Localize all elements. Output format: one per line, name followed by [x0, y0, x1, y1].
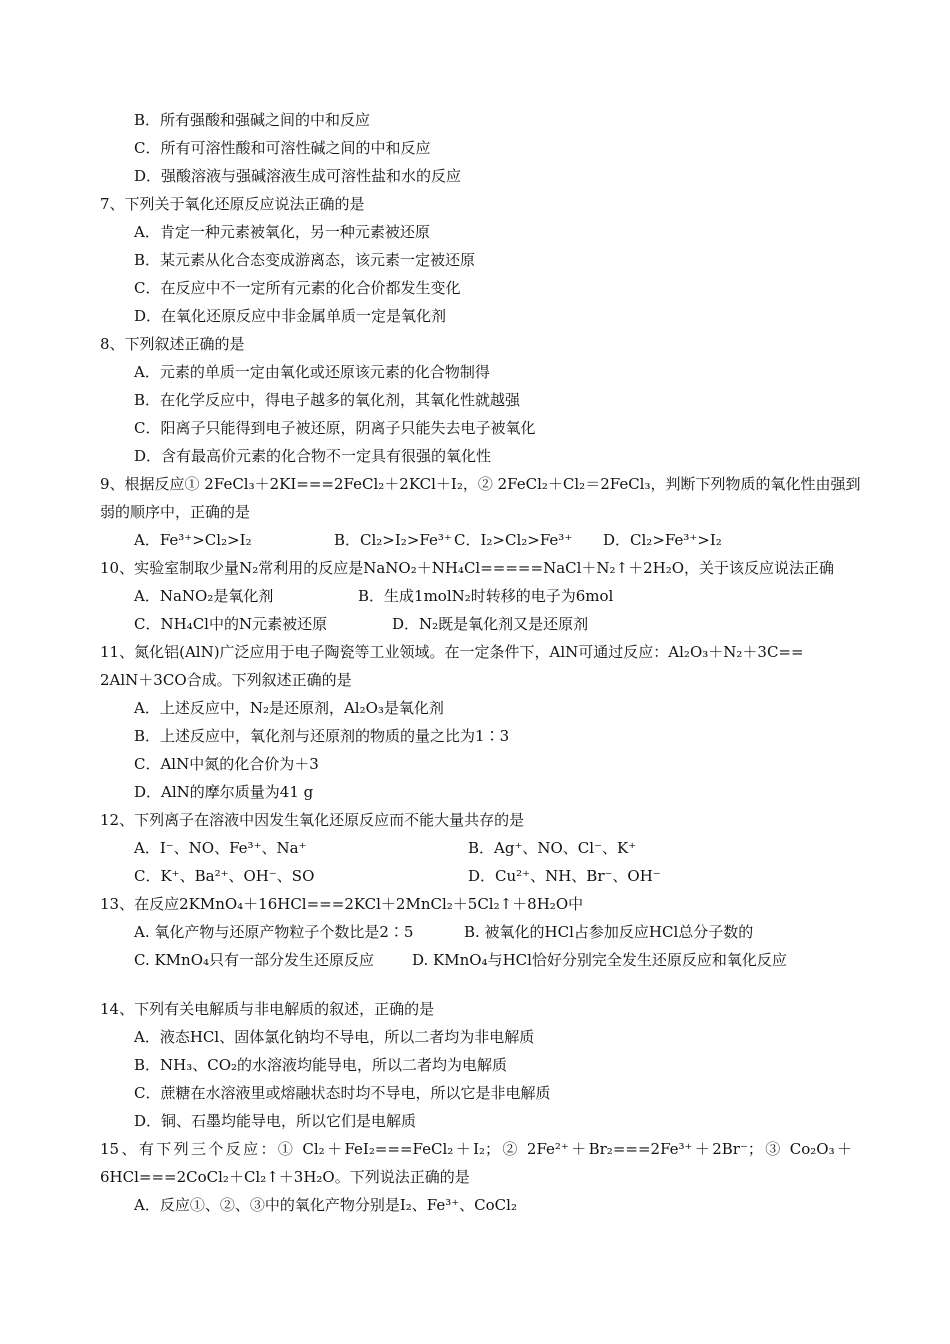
option-12d: D．Cu²⁺、NH、Br⁻、OH⁻	[468, 867, 661, 885]
option-8a: A．元素的单质一定由氧化或还原该元素的化合物制得	[134, 363, 490, 381]
option-14b: B．NH₃、CO₂的水溶液均能导电，所以二者均为电解质	[134, 1056, 508, 1074]
option-9c: C．I₂>Cl₂>Fe³⁺	[454, 531, 573, 549]
option-11c: C．AlN中氮的化合价为＋3	[134, 755, 319, 773]
option-6c: C．所有可溶性酸和可溶性碱之间的中和反应	[134, 139, 431, 157]
option-9d: D．Cl₂>Fe³⁺>I₂	[603, 531, 722, 549]
question-7: 7、下列关于氧化还原反应说法正确的是	[100, 195, 365, 213]
option-13c: C. KMnO₄只有一部分发生还原反应	[134, 951, 375, 969]
option-10a: A．NaNO₂是氧化剂	[134, 587, 274, 605]
option-12b: B．Ag⁺、NO、Cl⁻、K⁺	[468, 839, 637, 857]
question-9-line-2: 弱的顺序中，正确的是	[100, 503, 251, 521]
option-7a: A．肯定一种元素被氧化，另一种元素被还原	[134, 223, 430, 241]
question-9-line-1: 9、根据反应① 2FeCl₃＋2KI===2FeCl₂＋2KCl＋I₂，② 2FeCl₂＋Cl₂＝2FeCl₃，判断下列物质的氧化性由强到	[100, 475, 861, 493]
option-7b: B．某元素从化合态变成游离态，该元素一定被还原	[134, 251, 476, 269]
option-10c: C．NH₄Cl中的N元素被还原	[134, 615, 328, 633]
option-10d: D．N₂既是氧化剂又是还原剂	[392, 615, 589, 633]
question-15-line-2: 6HCl===2CoCl₂＋Cl₂↑＋3H₂O。下列说法正确的是	[100, 1168, 470, 1186]
option-6d: D．强酸溶液与强碱溶液生成可溶性盐和水的反应	[134, 167, 462, 185]
question-13: 13、在反应2KMnO₄＋16HCl===2KCl＋2MnCl₂＋5Cl₂↑＋8H₂O中	[100, 895, 584, 913]
option-12c: C．K⁺、Ba²⁺、OH⁻、SO	[134, 867, 315, 885]
question-8: 8、下列叙述正确的是	[100, 335, 245, 353]
option-11a: A．上述反应中，N₂是还原剂，Al₂O₃是氧化剂	[134, 699, 444, 717]
question-10: 10、实验室制取少量N₂常利用的反应是NaNO₂＋NH₄Cl=====NaCl＋N₂↑＋2H₂O，关于该反应说法正确	[100, 559, 835, 577]
option-14a: A．液态HCl、固体氯化钠均不导电，所以二者均为非电解质	[134, 1028, 535, 1046]
option-11b: B．上述反应中，氧化剂与还原剂的物质的量之比为1∶3	[134, 727, 510, 745]
option-8d: D．含有最高价元素的化合物不一定具有很强的氧化性	[134, 447, 492, 465]
option-7c: C．在反应中不一定所有元素的化合价都发生变化	[134, 279, 461, 297]
option-14c: C．蔗糖在水溶液里或熔融状态时均不导电，所以它是非电解质	[134, 1084, 551, 1102]
option-15a: A．反应①、②、③中的氧化产物分别是I₂、Fe³⁺、CoCl₂	[134, 1196, 517, 1214]
option-11d: D．AlN的摩尔质量为41 g	[134, 783, 314, 801]
option-6b: B．所有强酸和强碱之间的中和反应	[134, 111, 371, 129]
option-13a: A. 氧化产物与还原产物粒子个数比是2∶5	[134, 923, 414, 941]
question-11-line-2: 2AlN＋3CO合成。下列叙述正确的是	[100, 671, 352, 689]
option-8b: B．在化学反应中，得电子越多的氧化剂，其氧化性就越强	[134, 391, 521, 409]
question-14: 14、下列有关电解质与非电解质的叙述，正确的是	[100, 1000, 435, 1018]
question-11-line-1: 11、氮化铝(AlN)广泛应用于电子陶瓷等工业领域。在一定条件下，AlN可通过反应：Al₂O₃＋N₂＋3C==	[100, 643, 804, 661]
option-7d: D．在氧化还原反应中非金属单质一定是氧化剂	[134, 307, 447, 325]
option-8c: C．阳离子只能得到电子被还原，阴离子只能失去电子被氧化	[134, 419, 536, 437]
question-12: 12、下列离子在溶液中因发生氧化还原反应而不能大量共存的是	[100, 811, 525, 829]
option-9b: B．Cl₂>I₂>Fe³⁺	[334, 531, 452, 549]
option-10b: B．生成1molN₂时转移的电子为6mol	[358, 587, 614, 605]
option-12a: A．I⁻、NO、Fe³⁺、Na⁺	[134, 839, 307, 857]
option-13b: B. 被氧化的HCl占参加反应HCl总分子数的	[464, 923, 754, 941]
option-9a: A．Fe³⁺>Cl₂>I₂	[134, 531, 252, 549]
option-13d: D. KMnO₄与HCl恰好分别完全发生还原反应和氧化反应	[412, 951, 787, 969]
option-14d: D．铜、石墨均能导电，所以它们是电解质	[134, 1112, 417, 1130]
question-15-line-1: 15、有下列三个反应：① Cl₂＋FeI₂===FeCl₂＋I₂；② 2Fe²⁺＋Br₂===2Fe³⁺＋2Br⁻；③ Co₂O₃＋	[100, 1140, 852, 1158]
